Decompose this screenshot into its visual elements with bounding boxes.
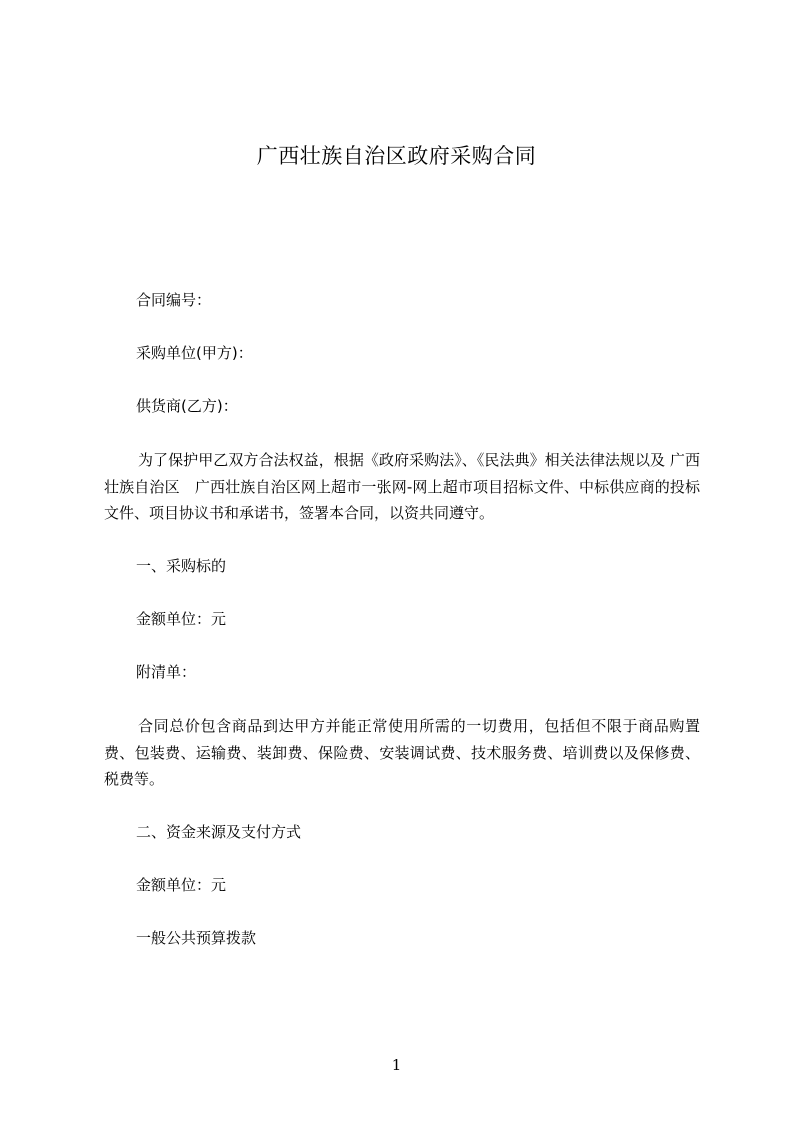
section1-amount-unit: 金额单位：元 [136, 610, 227, 628]
section2-heading: 二、资金来源及支付方式 [136, 823, 302, 841]
section2-amount-unit: 金额单位：元 [136, 876, 227, 894]
preamble-text: 为了保护甲乙双方合法权益，根据《政府采购法》、《民法典》相关法律法规以及 广西壮族自治区 广西壮族自治区网上超市一张网-网上超市项目招标文件、中标供应商的投标文件、项目协议书和承诺书，签署本合同，以资共同遵守。 [104, 451, 700, 522]
purchaser-label: 采购单位(甲方)： [136, 344, 253, 362]
price-note-text: 合同总价包含商品到达甲方并能正常使用所需的一切费用，包括但不限于商品购置费、包装费、运输费、装卸费、保险费、安装调试费、技术服务费、培训费以及保修费、税费等。 [104, 717, 700, 788]
page-number: 1 [391, 1056, 402, 1074]
section2-funding-source: 一般公共预算拨款 [136, 929, 257, 947]
section1-heading: 一、采购标的 [136, 557, 227, 575]
price-note-paragraph [104, 713, 700, 793]
preamble-paragraph [104, 447, 700, 527]
document-title: 广西壮族自治区政府采购合同 [256, 144, 537, 168]
supplier-label: 供货商(乙方)： [136, 397, 238, 415]
section1-list-label: 附清单： [136, 663, 197, 681]
contract-number-label: 合同编号： [136, 291, 212, 309]
